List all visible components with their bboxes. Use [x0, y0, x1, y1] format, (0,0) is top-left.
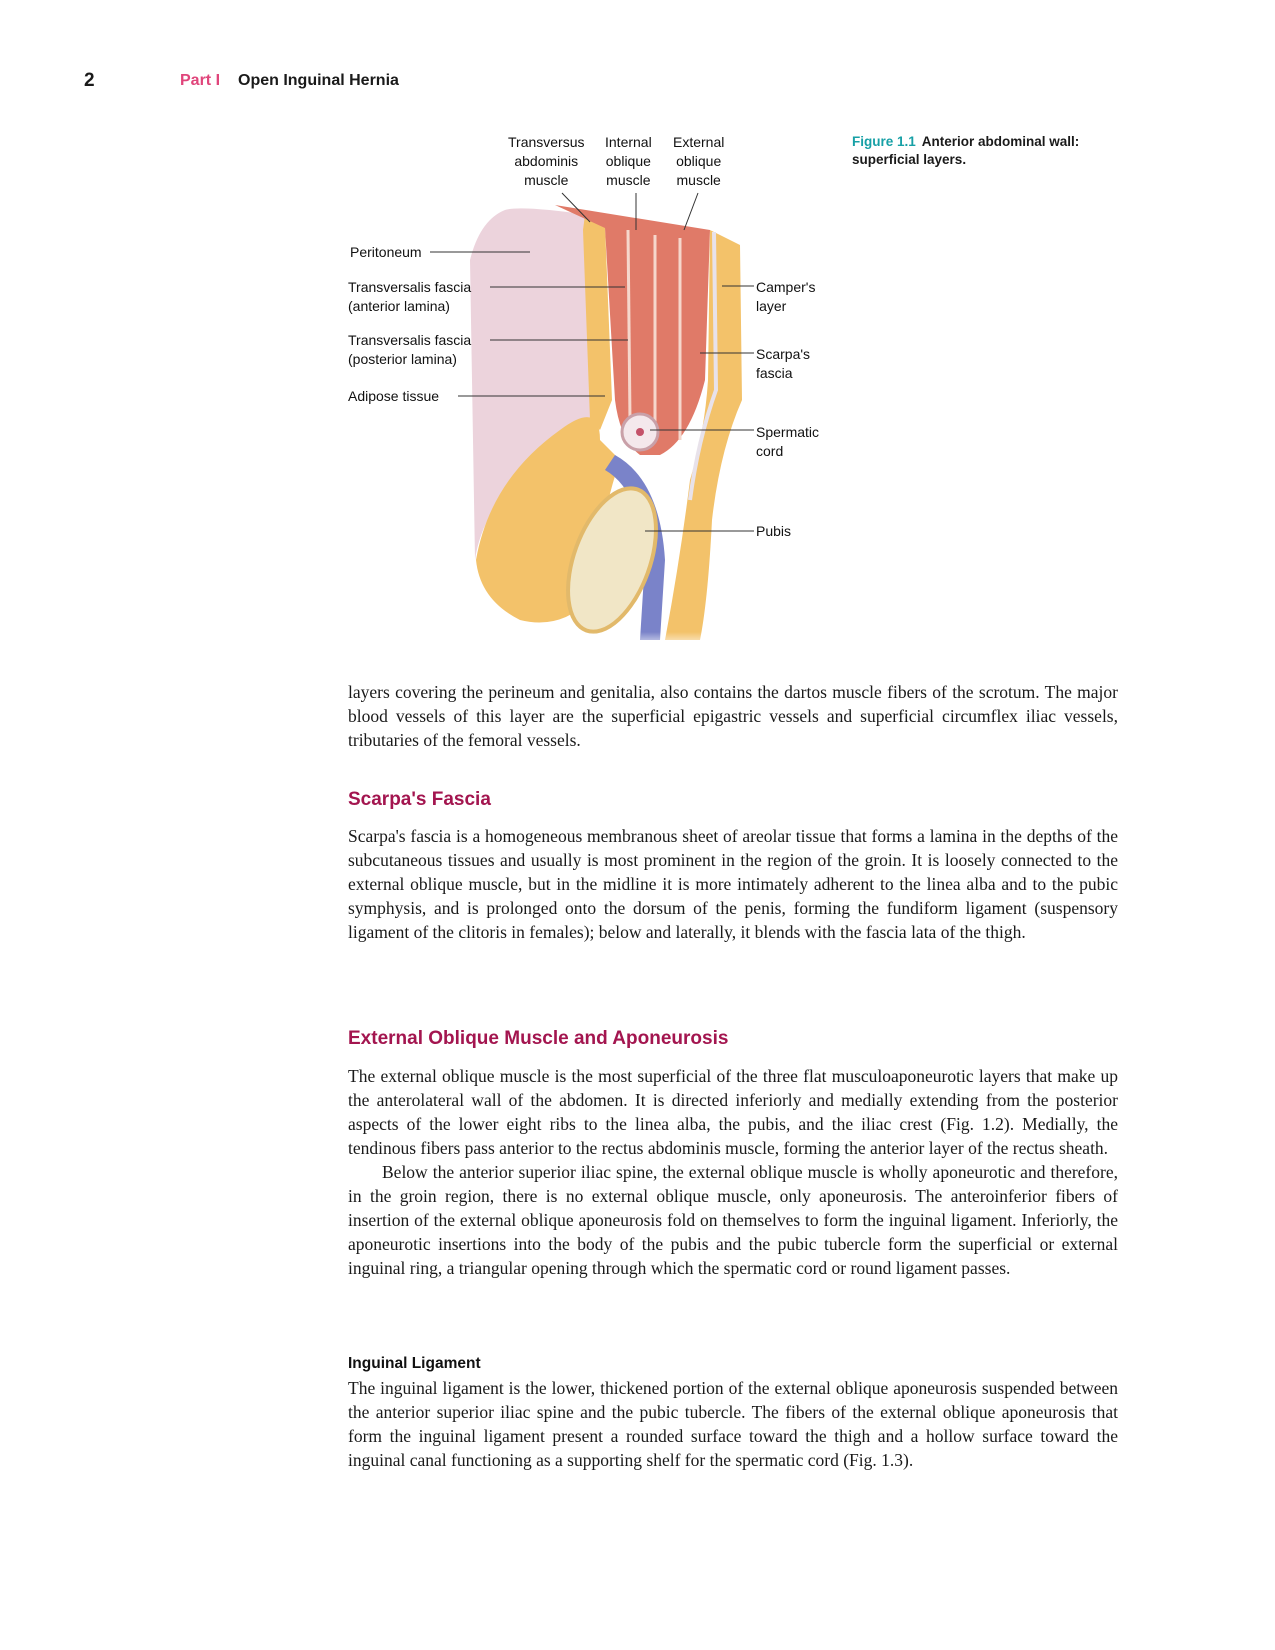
running-title: Open Inguinal Hernia	[238, 72, 399, 89]
label-spermatic-cord: Spermatic cord	[756, 424, 820, 459]
paragraph: Below the anterior superior iliac spine, the external oblique muscle is wholly aponeurotic and therefore, in the groin region, there is no external oblique muscle, only aponeurosis. The anteroinferior fibers of insertion of the external oblique aponeurosis fold on themselves to form the inguinal ligament. Inferiorly, the aponeurotic insertions into the body of the pubis and the pubic tubercle form the superficial or external inguinal ring, a triangular opening through which the spermatic cord or round ligament passes.	[348, 1162, 1118, 1278]
paragraph: The inguinal ligament is the lower, thickened portion of the external oblique aponeurosis suspended between the anterior superior iliac spine and the pubic tubercle. The fibers of the external oblique aponeurosis that form the inguinal ligament present a rounded surface toward the thigh and a hollow surface toward the inguinal canal functioning as a supporting shelf for the spermatic cord (Fig. 1.3).	[348, 1378, 1118, 1470]
label-tf-posterior: Transversalis fascia (posterior lamina)	[348, 332, 472, 367]
caption-text: Anterior abdominal wall: superficial layers.	[852, 134, 1080, 167]
paragraph: Scarpa's fascia is a homogeneous membranous sheet of areolar tissue that forms a lamina in the depths of the subcutaneous tissues and usually is most prominent in the region of the groin. It is loosely connected to the external oblique muscle, but in the midline it is more intimately adherent to the linea alba and to the pubic symphysis, and is prolonged onto the dorsum of the penis, forming the fundiform ligament (suspensory ligament of the clitoris in females); below and laterally, it blends with the fascia lata of the thigh.	[348, 826, 1118, 942]
figure-caption	[852, 133, 1122, 169]
label-peritoneum: Peritoneum	[350, 244, 422, 260]
label-tf-anterior: Transversalis fascia (anterior lamina)	[348, 279, 472, 314]
label-transversus: Transversus abdominis muscle	[508, 134, 585, 188]
scarpas-fascia-section	[348, 824, 1118, 944]
paragraph: layers covering the perineum and genitalia, also contains the dartos muscle fibers of the scrotum. The major blood vessels of this layer are the superficial epigastric vessels and superficial circumflex iliac vessels, tributaries of the femoral vessels.	[348, 682, 1118, 750]
inguinal-ligament-section	[348, 1376, 1118, 1472]
anatomy-illustration	[0, 0, 1275, 660]
label-pubis: Pubis	[756, 523, 792, 539]
subsection-heading: Inguinal Ligament	[348, 1355, 481, 1372]
label-adipose: Adipose tissue	[348, 388, 440, 404]
label-scarpas: Scarpa's fascia	[756, 346, 811, 381]
figure-number: Figure 1.1	[852, 134, 916, 149]
paragraph: The external oblique muscle is the most superficial of the three flat musculoaponeurotic layers that make up the anterolateral wall of the abdomen. It is directed inferiorly and medially extending from the posterior aspects of the lower eight ribs to the linea alba, the pubis, and the iliac crest (Fig. 1.2). Medially, the tendinous fibers pass anterior to the rectus abdominis muscle, forming the anterior layer of the rectus sheath.	[348, 1066, 1118, 1158]
external-oblique-section	[348, 1064, 1118, 1280]
label-internal-oblique: Internal oblique muscle	[605, 134, 652, 188]
label-campers: Camper's layer	[756, 279, 816, 314]
label-external-oblique: External oblique muscle	[673, 134, 725, 188]
section-heading: External Oblique Muscle and Aponeurosis	[348, 1028, 729, 1049]
part-label: Part I	[180, 72, 221, 89]
intro-paragraph	[348, 680, 1118, 752]
page-number: 2	[84, 70, 95, 91]
section-heading: Scarpa's Fascia	[348, 789, 491, 810]
